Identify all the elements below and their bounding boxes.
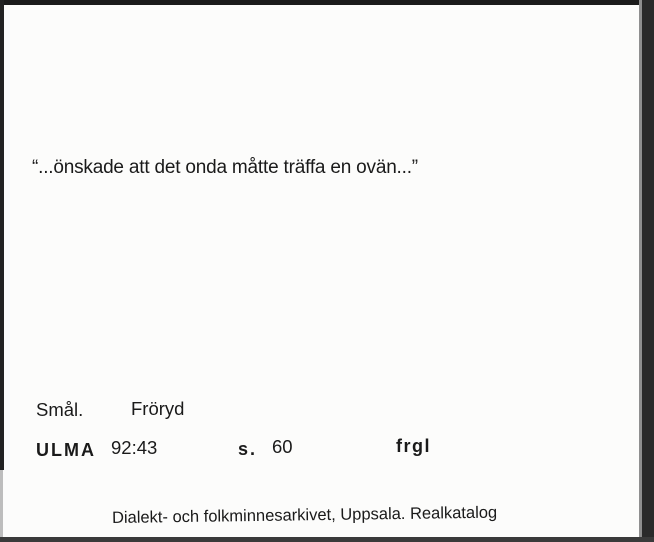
scan-edge-left	[0, 0, 4, 470]
page-abbreviation: s.	[238, 439, 258, 459]
scan-edge-top	[0, 0, 654, 5]
province-label: Smål.	[36, 399, 84, 420]
quote-text: “...önskade att det onda måtte träffa en ovän...”	[32, 157, 418, 178]
parish-label: Fröryd	[131, 398, 185, 419]
archive-code: ULMA	[36, 440, 96, 460]
accession-number: 92:43	[111, 437, 158, 458]
scan-edge-bottom	[0, 537, 654, 542]
scan-edge-bottom-left	[0, 470, 3, 542]
footer-institution: Dialekt- och folkminnesarkivet, Uppsala. Realkatalog	[111, 503, 498, 527]
page-number: 60	[272, 436, 293, 457]
scan-edge-right	[642, 0, 654, 542]
category-code: frgl	[396, 436, 431, 456]
